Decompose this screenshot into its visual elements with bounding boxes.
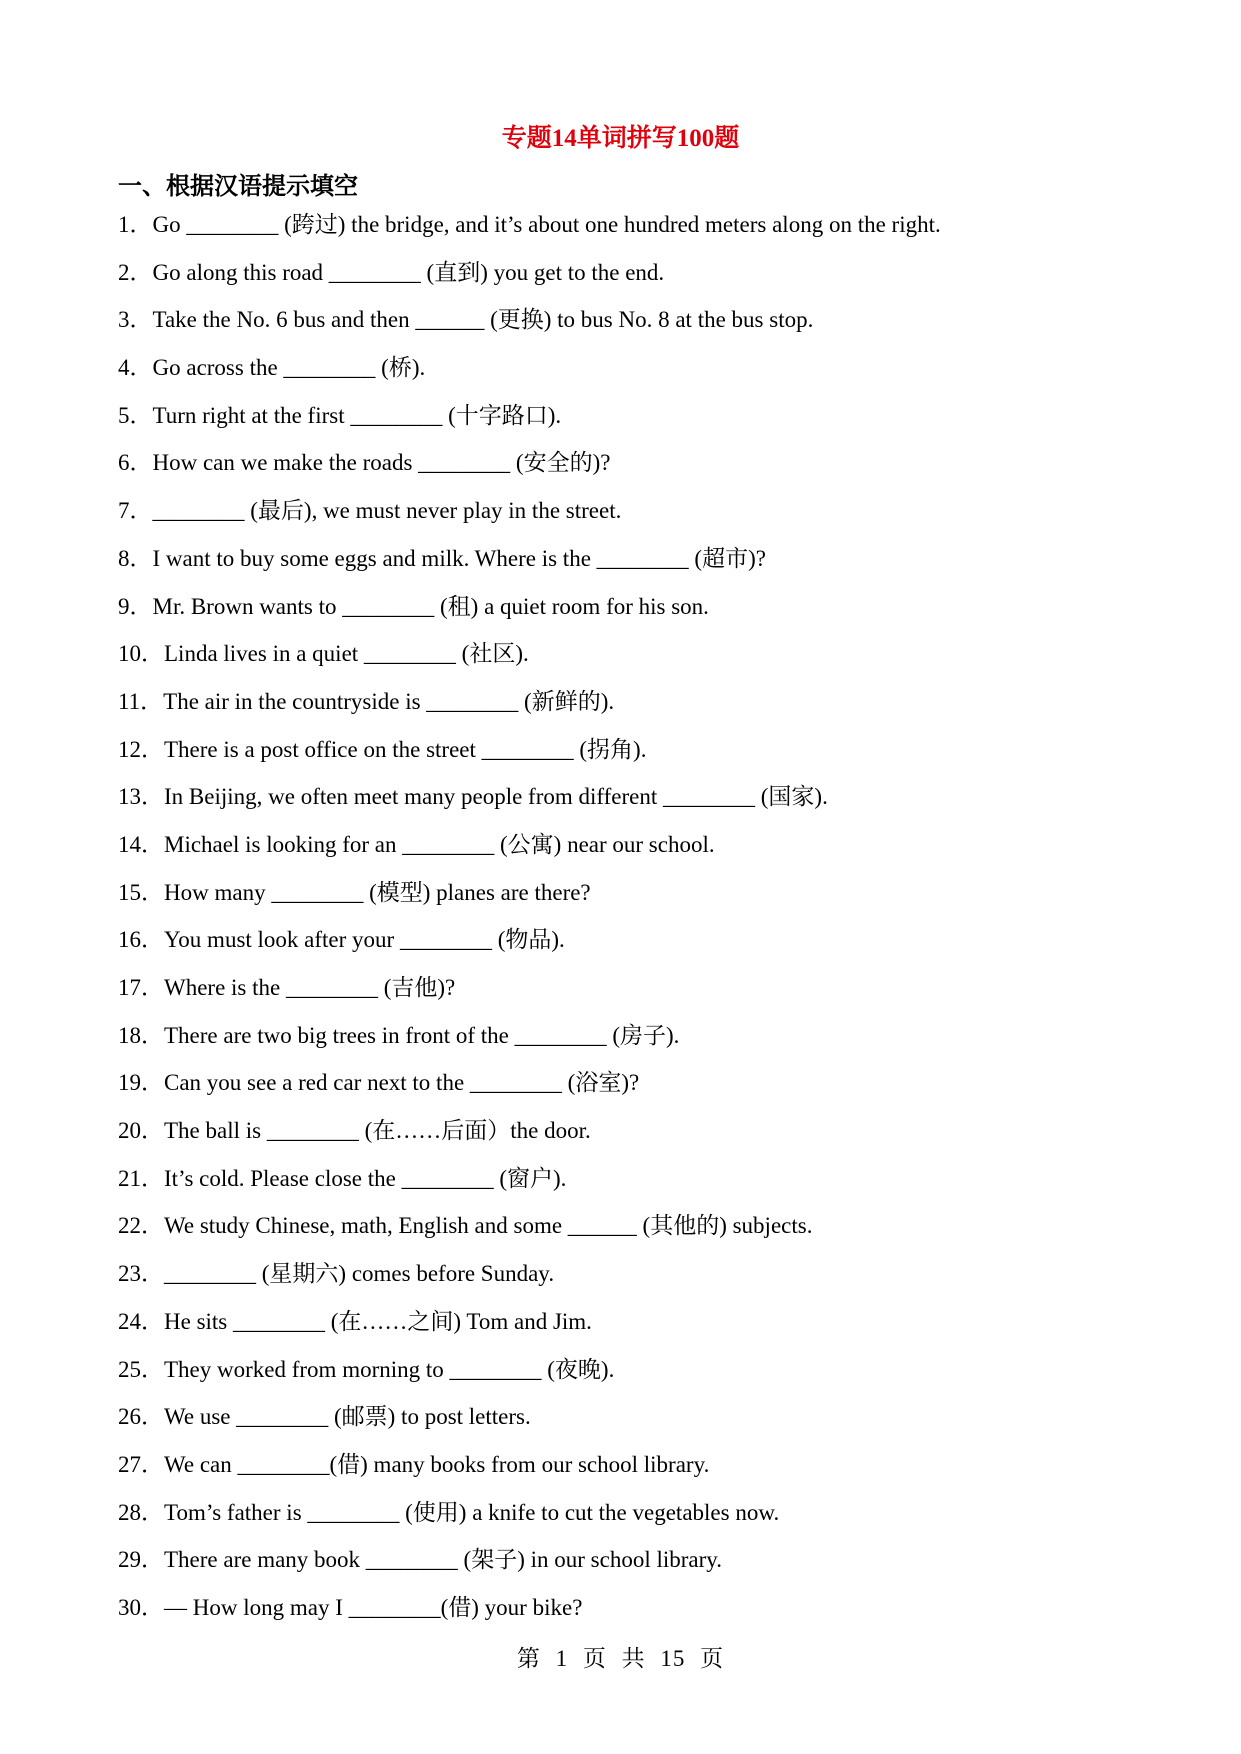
question-text: How can we make the roads ________ (安全的)? (152, 450, 611, 476)
question-item (118, 1021, 1158, 1069)
question-number: 29． (118, 1547, 164, 1573)
question-number: 15． (118, 879, 164, 905)
question-number: 12． (118, 736, 164, 762)
question-number: 5． (118, 402, 153, 428)
question-item (118, 973, 1158, 1021)
question-text: I want to buy some eggs and milk. Where is the ________ (超市)? (152, 545, 766, 571)
question-text: Can you see a red car next to the ________ (浴室)? (164, 1070, 640, 1096)
question-text: Where is the ________ (吉他)? (164, 975, 456, 1000)
question-item (118, 1068, 1158, 1116)
question-number: 17． (118, 975, 164, 1000)
question-number: 9． (118, 593, 153, 619)
question-item (118, 878, 1158, 926)
question-text: Go ________ (跨过) the bridge, and it’s about one hundred meters along on the right. (152, 212, 941, 237)
page-footer: 第 1 页 共 15 页 (516, 1646, 725, 1671)
question-number: 6． (118, 450, 153, 476)
question-item (118, 1450, 1158, 1498)
question-item (118, 258, 1158, 306)
question-number: 21． (118, 1165, 164, 1191)
question-number: 22． (118, 1213, 164, 1239)
page-title: 专题14单词拼写100题 (501, 125, 740, 152)
question-item (118, 735, 1158, 783)
question-text: We study Chinese, math, English and some ______ (其他的) subjects. (164, 1213, 813, 1239)
question-text: — How long may I ________(借) your bike? (164, 1594, 583, 1620)
question-text: Mr. Brown wants to ________ (租) a quiet room for his son. (152, 593, 709, 619)
question-text: ________ (星期六) comes before Sunday. (164, 1261, 555, 1287)
question-number: 4． (118, 355, 153, 381)
question-item (118, 1545, 1158, 1593)
question-number: 10． (118, 641, 164, 667)
question-text: There is a post office on the street ________ (拐角). (164, 736, 647, 762)
question-item (118, 687, 1158, 735)
question-number: 11． (118, 688, 164, 714)
question-number: 2． (118, 259, 153, 285)
question-item (118, 1355, 1158, 1403)
question-text: Michael is looking for an ________ (公寓) near our school. (164, 831, 715, 857)
question-number: 20． (118, 1118, 164, 1144)
question-item (118, 592, 1158, 640)
question-text: They worked from morning to ________ (夜晚). (164, 1356, 615, 1382)
question-item (118, 639, 1158, 687)
question-item (118, 1402, 1158, 1450)
question-text: You must look after your ________ (物品). (164, 927, 565, 953)
question-number: 13． (118, 784, 164, 810)
question-item (118, 1164, 1158, 1212)
question-item (118, 925, 1158, 973)
question-item (118, 1593, 1158, 1641)
question-text: There are many book ________ (架子) in our school library. (164, 1547, 723, 1573)
question-number: 16． (118, 927, 164, 953)
question-item (118, 401, 1158, 449)
question-item (118, 1307, 1158, 1355)
question-number: 1． (118, 212, 153, 237)
question-text: We use ________ (邮票) to post letters. (164, 1404, 531, 1430)
question-number: 19． (118, 1070, 164, 1096)
section-heading: 一、根据汉语提示填空 (118, 174, 358, 200)
question-text: The air in the countryside is ________ (新鲜的). (163, 688, 615, 714)
question-item (118, 782, 1158, 830)
question-text: In Beijing, we often meet many people from different ________ (国家). (164, 784, 828, 810)
question-list (118, 210, 1158, 1641)
question-text: Linda lives in a quiet ________ (社区). (164, 641, 529, 667)
question-item (118, 305, 1158, 353)
question-item (118, 353, 1158, 401)
question-text: It’s cold. Please close the ________ (窗户). (164, 1165, 567, 1191)
question-number: 3． (118, 307, 153, 333)
question-item (118, 544, 1158, 592)
question-number: 8． (118, 545, 153, 571)
question-number: 26． (118, 1404, 164, 1430)
question-text: How many ________ (模型) planes are there? (164, 879, 591, 905)
question-item (118, 1259, 1158, 1307)
question-item (118, 1116, 1158, 1164)
question-text: He sits ________ (在……之间) Tom and Jim. (164, 1308, 592, 1334)
question-item (118, 210, 1158, 258)
question-item (118, 830, 1158, 878)
question-number: 23． (118, 1261, 164, 1287)
question-item (118, 448, 1158, 496)
question-text: Go along this road ________ (直到) you get to the end. (152, 259, 665, 285)
question-number: 30． (118, 1594, 164, 1620)
question-item (118, 1498, 1158, 1546)
question-number: 7． (118, 498, 153, 524)
question-text: The ball is ________ (在……后面）the door. (164, 1118, 591, 1144)
question-text: We can ________(借) many books from our school library. (164, 1451, 710, 1477)
question-number: 25． (118, 1356, 164, 1382)
question-text: Turn right at the first ________ (十字路口). (152, 402, 562, 428)
question-text: Take the No. 6 bus and then ______ (更换) to bus No. 8 at the bus stop. (152, 307, 814, 333)
question-text: Go across the ________ (桥). (152, 355, 426, 381)
question-number: 14． (118, 831, 164, 857)
question-item (118, 496, 1158, 544)
question-item (118, 1211, 1158, 1259)
question-number: 18． (118, 1022, 164, 1048)
question-number: 27． (118, 1451, 164, 1477)
question-number: 28． (118, 1499, 164, 1525)
question-number: 24． (118, 1308, 164, 1334)
question-text: There are two big trees in front of the ________ (房子). (164, 1022, 680, 1048)
question-text: ________ (最后), we must never play in the street. (152, 498, 622, 524)
question-text: Tom’s father is ________ (使用) a knife to cut the vegetables now. (164, 1499, 780, 1525)
